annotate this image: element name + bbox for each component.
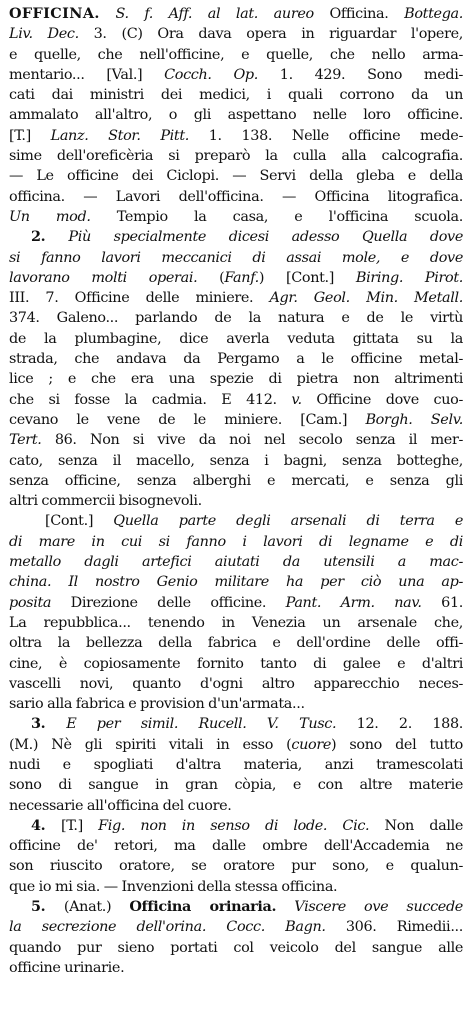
italic-text: Fanf.	[224, 269, 259, 286]
text-run: ) sono del tutto	[331, 736, 463, 753]
entry-line	[9, 775, 463, 795]
entry-line	[9, 856, 463, 876]
text-run: ammalato all'altro, o gli aspettano nelle loro officine.	[9, 107, 463, 124]
text-run: officine urinarie.	[9, 959, 125, 976]
entry-line	[9, 410, 463, 430]
text-run: officina. — Lavori dell'officina. — Officina litografica.	[9, 188, 463, 205]
italic-text: Biring. Pirot.	[355, 269, 463, 286]
entry-line	[9, 593, 463, 613]
text-run: 86. Non si vive da noi nel secolo senza il mer-	[41, 432, 463, 449]
entry-line	[9, 694, 463, 714]
entry-line	[9, 329, 463, 349]
bold-text: 4.	[31, 816, 62, 834]
text-run: Officine dove cuo-	[301, 391, 463, 408]
text-run: 1. 429. Sono medi-	[258, 66, 463, 83]
bold-text: 3.	[31, 715, 67, 733]
text-run: cine, è copiosamente fornito tanto di galee e d'altri	[9, 655, 463, 672]
entry-line	[9, 65, 463, 85]
italic-text: Agr. Geol. Min. Metall.	[269, 290, 463, 307]
italic-text: cuore	[291, 736, 332, 753]
entry-line	[9, 897, 463, 917]
italic-text: Più specialmente dicesi adesso Quella dove	[68, 229, 463, 246]
italic-text: S. f. Aff. al lat. aureo	[115, 6, 314, 22]
text-run: sime dell'oreficèria si preparò la culla alla calcografia.	[9, 148, 463, 165]
entry-line	[9, 674, 463, 694]
entry-line	[9, 836, 463, 856]
text-run: Non dalle	[369, 817, 463, 834]
text-run: oltra la bellezza della fabrica e dell'ordine delle offi-	[9, 635, 463, 652]
entry-line	[9, 187, 463, 207]
entry-line	[9, 491, 463, 511]
entry-line	[9, 735, 463, 755]
entry-line	[9, 714, 463, 734]
italic-text: Viscere ove succede	[294, 899, 463, 916]
entry-line	[9, 654, 463, 674]
text-run: strada, che andava da Pergamo a le officine metal-	[9, 351, 463, 368]
bold-text: 5.	[31, 898, 64, 916]
text-run: 374. Galeno... parlando de la natura e de le virtù	[9, 310, 463, 327]
entry-line	[9, 105, 463, 125]
entry-line	[9, 390, 463, 410]
text-run: officine de' retori, ma dalle ombre dell'Accademia ne	[9, 838, 463, 855]
text-run: sario alla fabrica e provision d'un'armata...	[9, 696, 305, 713]
italic-text: v.	[291, 391, 302, 408]
text-run: III. 7. Officine delle miniere.	[9, 290, 270, 307]
text-run: (Anat.)	[63, 899, 130, 916]
text-run: 61.	[421, 594, 463, 611]
italic-text: lavorano molti operai.	[9, 269, 198, 286]
text-run: mentario... [Val.]	[9, 66, 165, 83]
text-run: necessarie all'officina del cuore.	[9, 797, 232, 814]
entry-line	[9, 958, 463, 978]
text-run: [Cont.]	[45, 513, 114, 530]
bold-text: Officina orinaria.	[129, 898, 277, 916]
italic-text: la secrezione dell'orina. Cocc. Bagn.	[9, 919, 326, 936]
text-run: de la plumbagine, dice averla veduta gittata su la	[9, 330, 463, 347]
entry-line	[9, 85, 463, 105]
italic-text: posita	[9, 594, 52, 611]
entry-line	[9, 308, 463, 328]
text-run: lice ; e che era una spezie di pietra non altrimenti	[9, 371, 463, 388]
italic-text: Lanz. Stor. Pitt.	[50, 127, 189, 144]
text-run: 1. 138. Nelle officine mede-	[189, 127, 463, 144]
text-run: cevano le vene de le miniere. [Cam.]	[9, 411, 366, 428]
entry-line	[9, 126, 463, 146]
entry-line	[9, 613, 463, 633]
entry-line	[9, 511, 463, 531]
entry-line	[9, 166, 463, 186]
text-run: Officina.	[313, 6, 405, 22]
entry-line	[9, 227, 463, 247]
italic-text: si fanno lavori meccanici di assai mole, e dove	[9, 249, 463, 266]
text-run: cato, senza il macello, senza i bagni, senza botteghe,	[9, 452, 463, 469]
entry-line	[9, 877, 463, 897]
entry-line	[9, 633, 463, 653]
entry-line	[9, 430, 463, 450]
entry-line	[9, 552, 463, 572]
entry-line	[9, 288, 463, 308]
italic-text: china. Il nostro Genio militare ha per ciò una ap-	[9, 574, 463, 591]
text-run: (M.) Nè gli spiriti vitali in esso (	[9, 736, 292, 753]
italic-text: Quella parte degli arsenali di terra e	[113, 513, 463, 530]
italic-text: Liv. Dec.	[9, 26, 79, 43]
text-run: [T.]	[9, 127, 51, 144]
entry-line	[9, 268, 463, 288]
text-run: che si fosse la cadmia. E 412.	[9, 391, 292, 408]
text-run: 3. (C) Ora dava opera in riguardar l'opere,	[78, 26, 463, 43]
text-run: quando pur sieno portati col veicolo del sangue alle	[9, 939, 463, 956]
headword: OFFICINA.	[9, 5, 100, 22]
text-run	[100, 6, 116, 22]
italic-text: di mare in cui si fanno i lavori di legname e di	[9, 533, 463, 550]
text-run: ) [Cont.]	[258, 269, 356, 286]
entry-line	[9, 451, 463, 471]
text-run: Direzione delle officine.	[51, 594, 286, 611]
italic-text: Fig. non in senso di lode. Cic.	[98, 817, 370, 834]
entry-line	[9, 349, 463, 369]
entry-line	[9, 532, 463, 552]
text-run	[276, 899, 294, 915]
entry-line	[9, 207, 463, 227]
text-run: que io mi sia. — Invenzioni della stessa officina.	[9, 878, 338, 895]
text-run: e quelle, che nell'officine, e quelle, che nello arma-	[9, 46, 463, 63]
italic-text: Cocch. Op.	[164, 66, 258, 83]
entry-line	[9, 24, 463, 44]
text-run: (	[197, 269, 225, 286]
text-run: [T.]	[61, 817, 99, 834]
text-run: vascelli novi, quanto d'ogni altro apparecchio neces-	[9, 675, 463, 692]
entry-line	[9, 755, 463, 775]
text-run: Tempio la casa, e l'officina scuola.	[90, 208, 463, 225]
text-run: 306. Rimedii...	[325, 919, 463, 936]
italic-text: Borgh. Selv.	[365, 411, 463, 428]
text-run: altri commercii bisognevoli.	[9, 493, 202, 510]
entry-line	[9, 146, 463, 166]
entry-line	[9, 816, 463, 836]
text-run: nudi e spogliati d'altra materia, anzi tramescolati	[9, 756, 463, 773]
entry-line	[9, 45, 463, 65]
entry-line	[9, 796, 463, 816]
italic-text: Pant. Arm. nav.	[285, 594, 422, 611]
entry-line	[9, 572, 463, 592]
italic-text: Un mod.	[9, 208, 91, 225]
entry-line	[9, 471, 463, 491]
text-run: 12. 2. 188.	[336, 716, 463, 733]
italic-text: E per simil. Rucell. V. Tusc.	[66, 716, 337, 733]
entry-line	[9, 917, 463, 937]
text-run: La repubblica... tenendo in Venezia un arsenale che,	[9, 614, 463, 631]
text-run: — Le officine dei Ciclopi. — Servi della gleba e della	[9, 168, 463, 185]
text-run: son riuscito oratore, se oratore pur sono, e qualun-	[9, 858, 463, 875]
entry-line	[9, 248, 463, 268]
entry-line	[9, 4, 463, 24]
entry-line	[9, 938, 463, 958]
bold-text: 2.	[31, 228, 69, 246]
text-run: senza officine, senza alberghi e mercati, e senza gli	[9, 472, 463, 489]
italic-text: metallo dagli artefici aiutati da utensili a mac-	[9, 554, 463, 571]
text-run: sono di sangue in gran còpia, e con altre materie	[9, 777, 463, 794]
entry-line	[9, 369, 463, 389]
italic-text: Tert.	[9, 432, 42, 449]
text-run: cati dai ministri dei medici, i quali corrono da un	[9, 87, 463, 104]
italic-text: Bottega.	[404, 6, 463, 22]
